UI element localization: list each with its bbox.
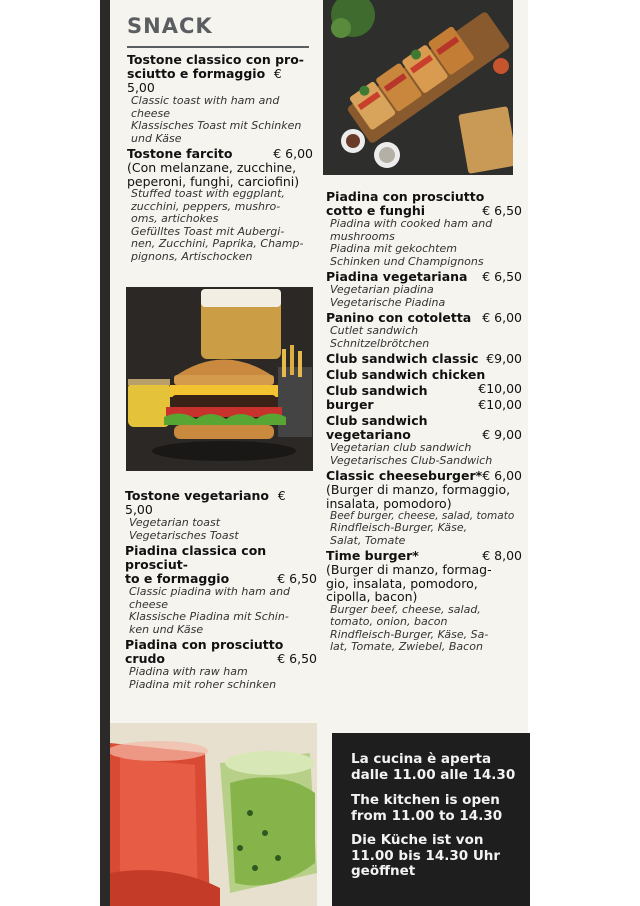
menu-item (326, 549, 522, 654)
menu-item (125, 544, 317, 636)
burger-photo (126, 287, 313, 471)
menu-item (127, 147, 313, 263)
item-price: € 6,50 (277, 651, 317, 666)
translation: ken und Käse (129, 622, 204, 636)
translation: Burger beef, cheese, salad, (330, 602, 481, 616)
translation: cheese (129, 597, 169, 611)
right-margin (528, 0, 640, 906)
translation: Beef burger, cheese, salad, tomato (330, 510, 515, 522)
translation: Rindfleisch-Burger, Käse, (330, 521, 468, 534)
translation: Gefülltes Toast mit Aubergi- (131, 224, 285, 238)
item-name: Piadina classica con prosciut- (125, 543, 267, 572)
drinks-photo (110, 723, 317, 906)
translation: cheese (131, 106, 171, 120)
item-price: €10,00 (478, 381, 522, 396)
item-price: € 6,50 (482, 203, 522, 218)
translation: Klassisches Toast mit Schinken (131, 119, 302, 132)
item-name: vegetariano € 9,00 (326, 427, 522, 442)
ingredients: insalata, pomodoro) (326, 495, 452, 511)
left-column-bottom (125, 489, 317, 693)
translation: mushrooms (330, 229, 395, 243)
item-name: crudo € 6,50 (125, 651, 317, 666)
item-name: Club sandwich burger €10,00 (326, 383, 522, 412)
item-name: Classic cheeseburger* € 6,00 (326, 468, 522, 483)
translation: Classic piadina with ham and (129, 585, 291, 598)
translation: Vegetarian piadina (330, 283, 434, 296)
translation: nen, Zucchini, Paprika, Champ- (131, 237, 304, 250)
item-price: € 6,50 (482, 269, 522, 284)
item-price: €9,00 (486, 351, 522, 366)
translation: Classic toast with ham and (131, 94, 280, 107)
menu-item (326, 311, 522, 350)
item-price: € 5,00 (125, 488, 286, 517)
translation: Rindfleisch-Burger, Käse, Sa- (330, 627, 489, 641)
item-price: € 6,00 (482, 310, 522, 325)
item-price: € 8,00 (482, 548, 522, 563)
toast-photo (323, 0, 513, 175)
item-name: Time burger* € 8,00 (326, 548, 522, 563)
item-price: € 5,00 (127, 66, 282, 95)
ingredients: (Con melanzane, zucchine, (127, 160, 297, 175)
translation: Piadina with cooked ham and (330, 217, 493, 230)
menu-item (127, 53, 313, 145)
menu-item (326, 270, 522, 309)
menu-item (125, 489, 317, 542)
translation: Vegetarian toast (129, 516, 221, 529)
translation: tomato, onion, bacon (330, 615, 448, 628)
item-name: Club sandwich classic €9,00 (326, 351, 522, 366)
translation: Salat, Tomate (330, 533, 406, 547)
item-price: € 9,00 (482, 427, 522, 442)
translation: Piadina with raw ham (129, 665, 248, 678)
item-name: sciutto e formaggio € 5,00 (127, 66, 282, 95)
item-price: €10,00 (478, 397, 522, 412)
item-name: Club sandwich chicken €10,00 (326, 367, 522, 396)
translation: oms, artichokes (131, 212, 219, 225)
left-dark-edge (0, 0, 110, 906)
item-price: € 6,00 (273, 146, 313, 161)
item-name: cotto e funghi € 6,50 (326, 203, 522, 218)
menu-item (326, 367, 522, 396)
translation: pignons, Artischocken (131, 249, 253, 263)
translation: Klassische Piadina mit Schin- (129, 610, 289, 623)
menu-item (125, 638, 317, 691)
translation: Schinken und Champignons (330, 254, 484, 268)
translation: Stuffed toast with eggplant, (131, 187, 285, 200)
item-price: € 6,00 (482, 468, 522, 483)
hours-italian: La cucina è aperta dalle 11.00 alle 14.30 (351, 751, 516, 783)
item-name: Club sandwich (326, 413, 428, 428)
item-name: Panino con cotoletta € 6,00 (326, 310, 522, 325)
ingredients: peperoni, funghi, carciofini) (127, 173, 300, 189)
item-name: Piadina con prosciutto (326, 189, 485, 204)
item-name: Piadina vegetariana € 6,50 (326, 269, 522, 284)
translation: zucchini, peppers, mushro- (131, 199, 281, 213)
right-column (326, 190, 522, 656)
item-name: Tostone farcito € 6,00 (127, 146, 313, 161)
translation: Vegetarisches Toast (129, 528, 239, 542)
translation: lat, Tomate, Zwiebel, Bacon (330, 640, 483, 653)
translation: Cutlet sandwich (330, 324, 419, 337)
translation: Piadina mit roher schinken (129, 677, 277, 691)
translation: Piadina mit gekochtem (330, 242, 457, 255)
section-title: SNACK (127, 14, 213, 38)
ingredients: (Burger di manzo, formag- (326, 562, 492, 577)
translation: Vegetarian club sandwich (330, 441, 472, 454)
translation: Schnitzelbrötchen (330, 336, 430, 350)
item-name: Tostone vegetariano € 5,00 (125, 488, 286, 517)
ingredients: cipolla, bacon) (326, 589, 418, 604)
translation: Vegetarisches Club-Sandwich (330, 453, 493, 467)
item-name: Piadina con prosciutto (125, 637, 284, 652)
menu-item (326, 414, 522, 467)
item-price: € 6,50 (277, 571, 317, 586)
menu-item (326, 352, 522, 366)
ingredients: (Burger di manzo, formaggio, (326, 482, 511, 497)
left-column-top (127, 53, 313, 265)
menu-item (326, 190, 522, 268)
title-underline (127, 46, 309, 48)
hours-english: The kitchen is open from 11.00 to 14.30 (351, 792, 503, 824)
item-name: Tostone classico con pro- (127, 52, 304, 67)
hours-german: Die Küche ist von 11.00 bis 14.30 Uhr geöffnet (351, 832, 501, 879)
translation: Vegetarische Piadina (330, 295, 446, 309)
translation: und Käse (131, 131, 182, 145)
item-name: to e formaggio € 6,50 (125, 571, 317, 586)
ingredients: gio, insalata, pomodoro, (326, 575, 478, 591)
menu-item (326, 469, 522, 547)
